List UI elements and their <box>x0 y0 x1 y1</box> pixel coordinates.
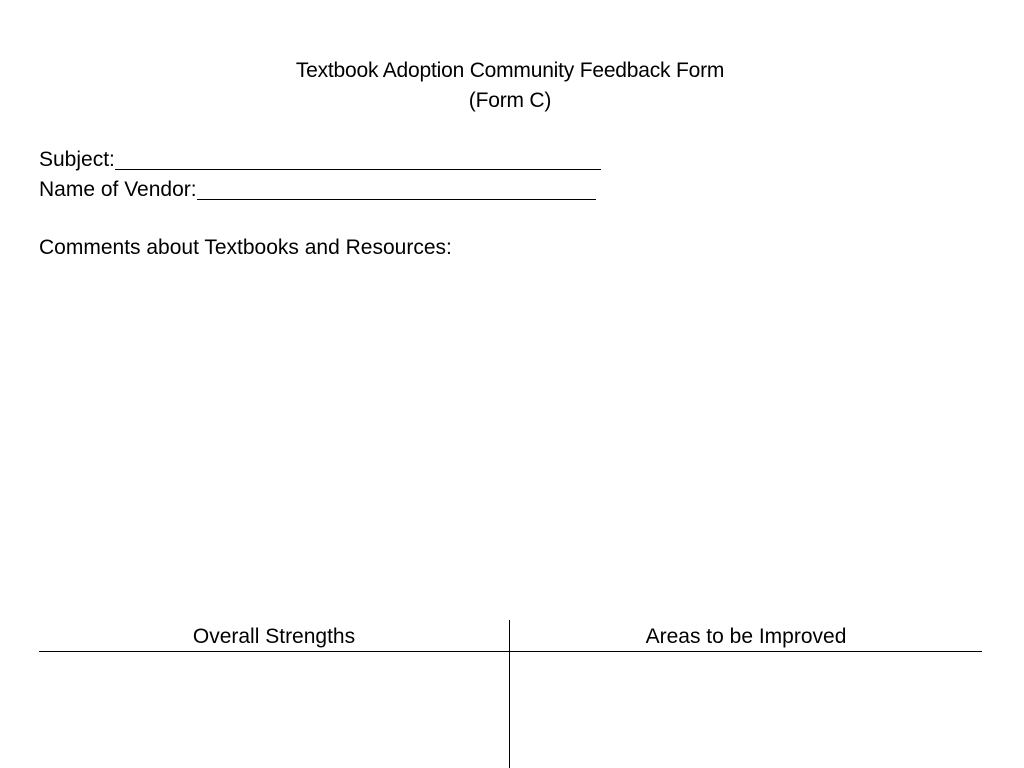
vendor-blank-line[interactable] <box>197 177 596 200</box>
form-title-block <box>0 56 1020 116</box>
table-column-divider <box>509 620 510 768</box>
subject-label: Subject: <box>39 148 115 171</box>
form-title: Textbook Adoption Community Feedback Form <box>295 59 725 82</box>
subject-blank-line[interactable] <box>115 147 601 170</box>
vendor-label: Name of Vendor: <box>39 178 197 201</box>
subject-field[interactable] <box>39 146 601 174</box>
strengths-improvements-table <box>39 620 982 768</box>
vendor-field[interactable] <box>39 176 596 204</box>
form-subtitle: (Form C) <box>468 89 552 112</box>
table-header-rule <box>39 651 982 652</box>
improvements-header: Areas to be Improved <box>645 625 847 648</box>
strengths-header: Overall Strengths <box>192 625 356 648</box>
comments-label: Comments about Textbooks and Resources: <box>39 236 452 259</box>
